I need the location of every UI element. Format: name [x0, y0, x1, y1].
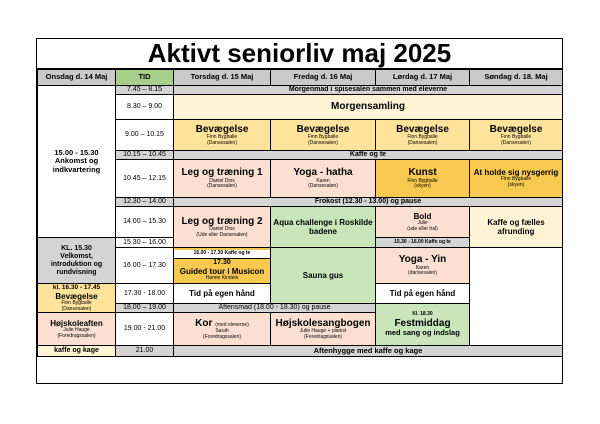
thu-free-time: Tid på egen hånd — [174, 284, 271, 304]
activity-place: (skyen) — [507, 182, 525, 189]
activity-title: Højskoleaften — [50, 318, 103, 328]
activity-title: Aqua challenge i Roskilde badene — [273, 217, 373, 237]
activity-title: Sauna gus — [302, 271, 344, 281]
activity-title: Kaffe og fælles afrunding — [487, 217, 545, 237]
activity-leader: Karen — [316, 177, 330, 184]
wed-welcome-text: Velkomst, introduktion og rundvisning — [50, 252, 103, 276]
wed-arrival-cell — [38, 86, 116, 238]
fest-subtitle: med sang og indslag — [385, 328, 460, 338]
activity-title: Bold — [413, 211, 432, 221]
activity-leader: Karen — [415, 264, 430, 271]
activity-title: Højskolesangbogen — [275, 317, 371, 329]
time-slot: 19.00 - 21.00 — [116, 313, 174, 346]
activity-title: Festmiddag — [394, 317, 451, 329]
activity-title: At holde sig nysgerrig — [473, 168, 559, 178]
tour-time: 17.30 — [213, 258, 231, 266]
activity-place: (Foredragssalen) — [303, 334, 343, 341]
activity-place: (Ude eller Dansesalen) — [196, 231, 248, 238]
sun-empty — [470, 248, 563, 346]
thu-exercise — [174, 120, 271, 151]
sat-yoga-yin — [376, 248, 470, 284]
lunch-row: Frokost (12.30 - 13.00) og pause — [174, 198, 563, 207]
activity-title: Leg og træning 1 — [181, 167, 263, 179]
wed-exercise — [38, 284, 116, 313]
time-slot: 18.00 – 19.00 — [116, 304, 174, 313]
activity-leader: Finn Bygballe — [500, 134, 532, 141]
activity-place: (Dansesalen) — [207, 183, 237, 190]
thu-choir — [174, 313, 271, 346]
time-slot: 10.45 – 12.15 — [116, 160, 174, 198]
activity-leader: Finn Bygballe — [206, 134, 238, 141]
activity-leader: Hanne Kirstein — [205, 274, 239, 281]
breakfast-row: Morgenmad i spisesalen sammen med eleverne — [174, 86, 563, 95]
activity-title: Guided tour i Musicon — [179, 266, 265, 276]
activity-title: Leg og træning 2 — [181, 215, 263, 227]
activity-leader: Julie Hauge + pianist — [299, 328, 347, 335]
schedule-table — [37, 69, 563, 357]
sat-free-time: Tid på egen hånd — [376, 284, 470, 304]
time-slot: 10.15 – 10.45 — [116, 151, 174, 160]
sun-coffee-closing — [470, 207, 563, 248]
fri-yoga-hatha — [271, 160, 376, 198]
fri-sauna — [271, 248, 376, 304]
choir-title: Kor — [195, 317, 213, 329]
time-slot: 8.30 – 9.00 — [116, 95, 174, 120]
activity-title: Bevægelse — [195, 123, 249, 135]
morning-assembly-label: Morgensamling — [331, 101, 405, 113]
activity-title: Yoga - Yin — [398, 254, 447, 266]
activity-title: Bevægelse — [296, 123, 350, 135]
activity-place: (Dansesalen) — [308, 183, 338, 190]
header-time: TID — [116, 70, 174, 86]
activity-leader: Finn Bygballe — [307, 134, 339, 141]
time-slot: 12.30 – 14.00 — [116, 198, 174, 207]
activity-place: (skyen) — [414, 183, 431, 190]
sat-art — [376, 160, 470, 198]
activity-title: Kunst — [408, 167, 437, 179]
header-friday: Fredag d. 16 Maj — [271, 70, 376, 86]
wed-exercise-time: kl. 16.30 - 17.45 — [52, 284, 101, 292]
fri-songbook — [271, 313, 376, 346]
time-slot: 9.00 – 10.15 — [116, 120, 174, 151]
sat-festive-dinner — [376, 304, 470, 346]
thu-guided-tour — [174, 248, 271, 284]
header-sunday: Søndag d. 18. Maj — [470, 70, 563, 86]
header-row — [38, 70, 563, 86]
activity-leader: Finn Bygballe — [407, 177, 438, 184]
coffee-break: Kaffe og te — [174, 151, 563, 160]
header-thursday: Torsdag d. 15 Maj — [174, 70, 271, 86]
activity-title: Yoga - hatha — [293, 167, 353, 179]
activity-title: Bevægelse — [489, 123, 543, 135]
activity-leader: Daniel Dios — [209, 226, 235, 233]
wed-welcome — [38, 238, 116, 284]
sat-coffee: 15.30 - 16.00 Kaffe og te — [376, 238, 470, 248]
header-wednesday: Onsdag d. 14 Maj — [38, 70, 116, 86]
activity-leader: Finn Bygballe — [500, 176, 532, 183]
activity-place: (Dansesalen) — [501, 139, 531, 146]
activity-leader: Sarah — [215, 328, 229, 335]
time-slot: 21.00 — [116, 346, 174, 357]
thu-play-training-1 — [174, 160, 271, 198]
activity-place: (dansesalen) — [408, 270, 437, 277]
choir-suffix: (med eleverne) — [215, 321, 249, 328]
dinner-row: Aftensmad (18.00 - 18.30) og pause — [174, 304, 376, 313]
fest-time: Kl. 18.30 — [412, 310, 433, 317]
activity-place: (Dansesalen) — [207, 139, 237, 146]
time-slot: 7.45 – 8.15 — [116, 86, 174, 95]
activity-place: (Dansesalen) — [308, 139, 338, 146]
morning-assembly — [174, 95, 563, 120]
fri-aqua-challenge — [271, 207, 376, 248]
sun-exercise — [470, 120, 563, 151]
wed-folk-evening — [38, 313, 116, 346]
activity-leader: Finn Bygballe — [61, 299, 92, 306]
time-slot: 14.00 – 15.30 — [116, 207, 174, 238]
fri-exercise — [271, 120, 376, 151]
activity-leader: Julie — [417, 219, 428, 226]
thu-coffee: 16.00 - 17.30 Kaffe og te — [174, 250, 270, 259]
wed-arrival-time: 15.00 - 15.30 — [54, 147, 99, 157]
activity-title: Bevægelse — [55, 291, 98, 301]
activity-leader: Daniel Dios — [209, 177, 235, 184]
activity-leader: Finn Bygballe — [407, 134, 438, 141]
evening-cosy-row: Aftenhygge med kaffe og kage — [174, 346, 563, 357]
time-slot: 15.30 – 16.00 — [116, 238, 174, 248]
activity-title: Bevægelse — [396, 123, 449, 135]
activity-place: (Foredragssalen) — [202, 334, 242, 341]
wed-coffee-cake: kaffe og kage — [38, 346, 116, 357]
activity-place: (Dansesalen) — [407, 139, 438, 146]
activity-place: (Foredragssalen) — [57, 332, 96, 339]
page-title: Aktivt seniorliv maj 2025 — [37, 39, 562, 69]
schedule-sheet — [36, 38, 563, 384]
activity-leader: Julie Hauge — [63, 327, 90, 334]
sat-exercise — [376, 120, 470, 151]
time-slot: 17.30 - 18.00 — [116, 284, 174, 304]
thu-play-training-2 — [174, 207, 271, 248]
header-saturday: Lørdag d. 17 Maj — [376, 70, 470, 86]
sat-ball — [376, 207, 470, 238]
time-slot: 16.00 – 17.30 — [116, 248, 174, 284]
sun-stay-curious — [470, 160, 563, 198]
activity-place: (ude eller hal) — [407, 225, 438, 232]
activity-place: (Dansesalen) — [61, 305, 92, 312]
wed-arrival-text: Ankomst og indkvartering — [52, 156, 101, 174]
wed-welcome-time: KL. 15.30 — [61, 244, 92, 252]
